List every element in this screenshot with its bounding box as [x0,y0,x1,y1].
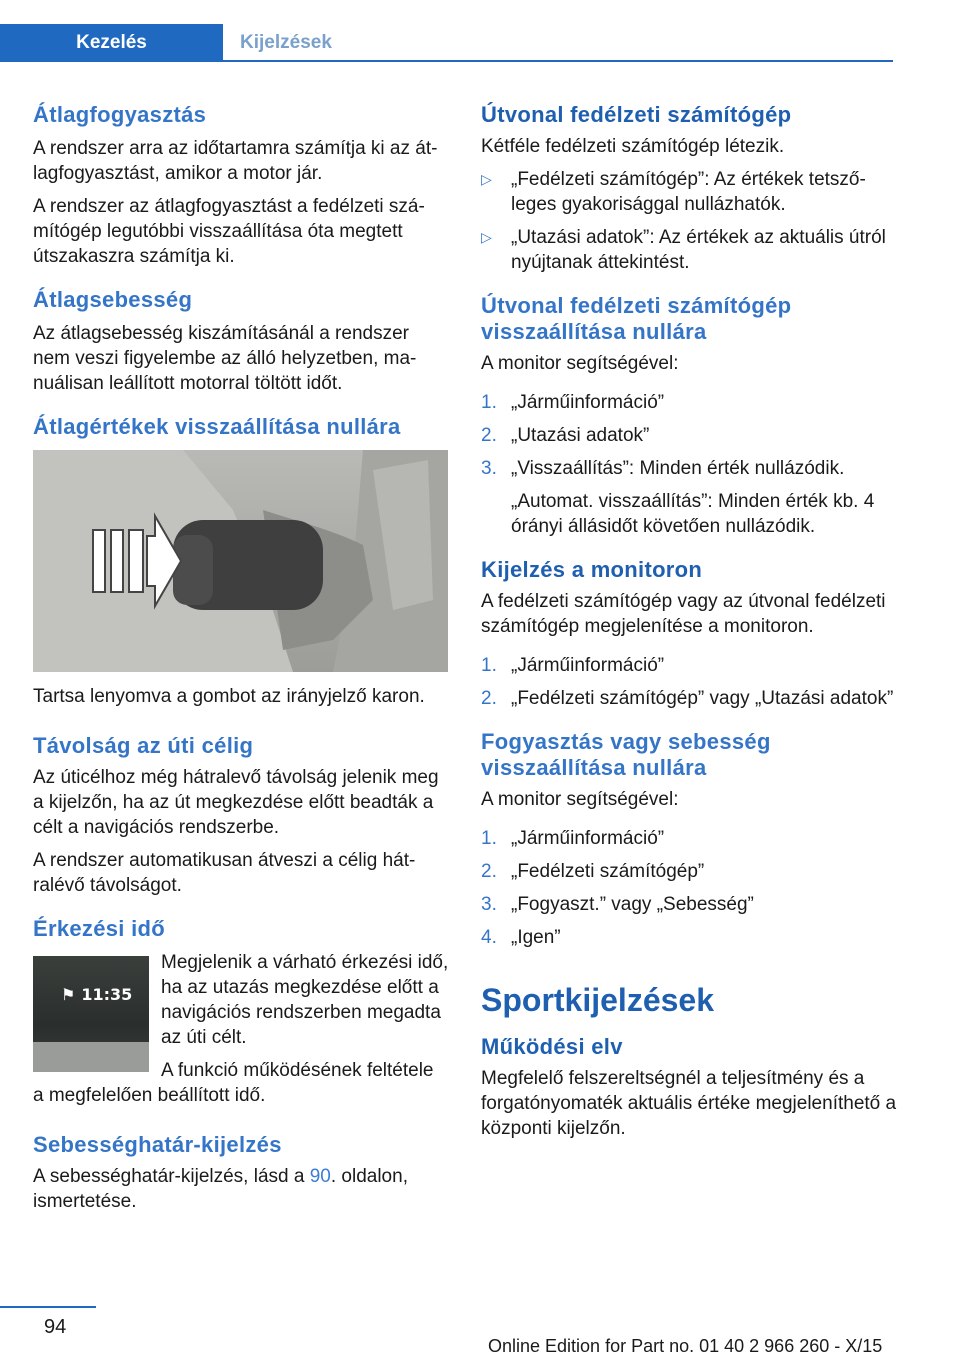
paragraph: Megjelenik a várható érkezési idő, ha az utazás megkezdése előtt a navigációs rendszerben megadta az úti célt. [161,952,449,1048]
numbered-list [481,653,897,711]
left-column [33,102,449,1222]
tab-kezeles[interactable]: Kezelés [0,24,223,62]
paragraph: A funkció működésének feltétele a megfelelően beállított idő. [33,1060,434,1106]
section-title: Sebességhatár-kijelzés [33,1132,282,1157]
paragraph: Az úticélhoz még hátralevő távolság jelenik meg a kijelzőn, ha az út megkezdése előtt beadták a célt a navigációs rendszerbe. [33,767,439,838]
section-title: Érkezési idő [33,916,165,941]
list-item: 2. „Utazási adatok” [481,425,650,446]
list-item: 3. „Fogyaszt.” vagy „Sebesség” [481,894,754,915]
paragraph: A rendszer az átlagfogyasztást a fedélzeti számítógép legutóbbi visszaállítása óta megtett útszakaszra számítja ki. [33,196,425,267]
section-title: Átlagértékek visszaállítása nullára [33,414,401,439]
list-item: ▷ „Fedélzeti számítógép”: Az értékek tetszőleges gyakorisággal nullázhatók. [481,169,866,215]
section-mukodesi-elv [481,1034,897,1141]
paragraph: A fedélzeti számítógép vagy az útvonal fedélzeti számítógép megjelenítése a monitoron. [481,591,886,637]
chapter-title: Sportkijelzések [481,982,714,1018]
list-item: 3. „Visszaállítás”: Minden érték nullázódik. [481,458,845,479]
section-tavolsag [33,733,449,898]
tab-kijelzesek[interactable]: Kijelzések [240,32,332,53]
list-item: 1. „Járműinformáció” [481,392,665,413]
paragraph: Az átlagsebesség kiszámításánál a rendszer nem veszi figyelembe az álló helyzetben, manuálisan leállított motorral töltött időt. [33,323,417,394]
section-title: Útvonal fedélzeti számítógép [481,102,792,127]
chapter-tab-bar [0,0,893,62]
list-item: ▷ „Utazási adatok”: Az értékek az aktuális útról nyújtanak áttekintést. [481,227,886,273]
section-atlagfogyasztas [33,102,449,269]
bullet-list [481,167,897,275]
section-utvonal-szamitogep [481,102,897,275]
paragraph: Kétféle fedélzeti számítógép létezik. [481,136,785,157]
section-title: Átlagfogyasztás [33,102,207,127]
section-title: Átlagsebesség [33,287,193,312]
arrival-time-value: 11:35 [81,985,133,1004]
section-title: Működési elv [481,1034,623,1059]
numbered-list [481,390,897,481]
page-number: 94 [44,1316,67,1338]
list-item: 2. „Fedélzeti számítógép” vagy „Utazási adatok” [481,688,894,709]
section-title: Távolság az úti célig [33,733,254,758]
paragraph: A monitor segítségével: [481,353,679,374]
section-erkezesi-ido [33,916,449,1116]
page-number-rule [0,1306,96,1308]
triangle-bullet-icon: ▷ [481,229,492,245]
section-fogyasztas-nullazas [481,729,897,950]
triangle-bullet-icon: ▷ [481,171,492,187]
photo-caption: Tartsa lenyomva a gombot az irányjelző karon. [33,686,425,707]
step-note: „Automat. visszaállítás”: Minden érték kb. 4 órányi állásidőt követően nullázódik. [511,491,875,537]
right-column [481,102,897,1149]
section-kijelzes-monitoron [481,557,897,711]
page-link[interactable]: 90 [309,1166,331,1187]
numbered-list [481,826,897,950]
tab-underline [0,60,893,62]
paragraph: A rendszer arra az időtartamra számítja ki az átlagfogyasztást, amikor a motor jár. [33,138,438,184]
section-utvonal-nullazas [481,293,897,539]
turn-signal-lever-photo [33,450,448,672]
flag-icon: ⚑ [61,985,76,1004]
section-title: Útvonal fedélzeti számítógép visszaállítása nullára [481,293,792,344]
lever-illustration [33,450,448,672]
paragraph: A rendszer automatikusan átveszi a célig hátralévő távolságot. [33,850,416,896]
section-atlagsebesseg [33,287,449,396]
paragraph: Megfelelő felszereltségnél a teljesítmény és a forgatónyomaték aktuális értéke megjeleníthető a központi kijelzőn. [481,1068,897,1139]
list-item: 1. „Járműinformáció” [481,828,665,849]
section-title: Kijelzés a monitoron [481,557,703,582]
arrival-time-display-photo [33,956,149,1072]
paragraph: A monitor segítségével: [481,789,679,810]
section-atlagertekek-nullazasa [33,414,449,709]
list-item: 2. „Fedélzeti számítógép” [481,861,705,882]
list-item: 4. „Igen” [481,927,561,948]
list-item: 1. „Járműinformáció” [481,655,665,676]
footer-edition: Online Edition for Part no. 01 40 2 966 260 - X/15 [488,1336,883,1356]
section-sebessseghatar [33,1132,449,1214]
section-title: Fogyasztás vagy sebesség visszaállítása nullára [481,729,771,780]
paragraph: A sebességhatár-kijelzés, lásd a 90. oldalon, ismertetése. [33,1166,408,1212]
